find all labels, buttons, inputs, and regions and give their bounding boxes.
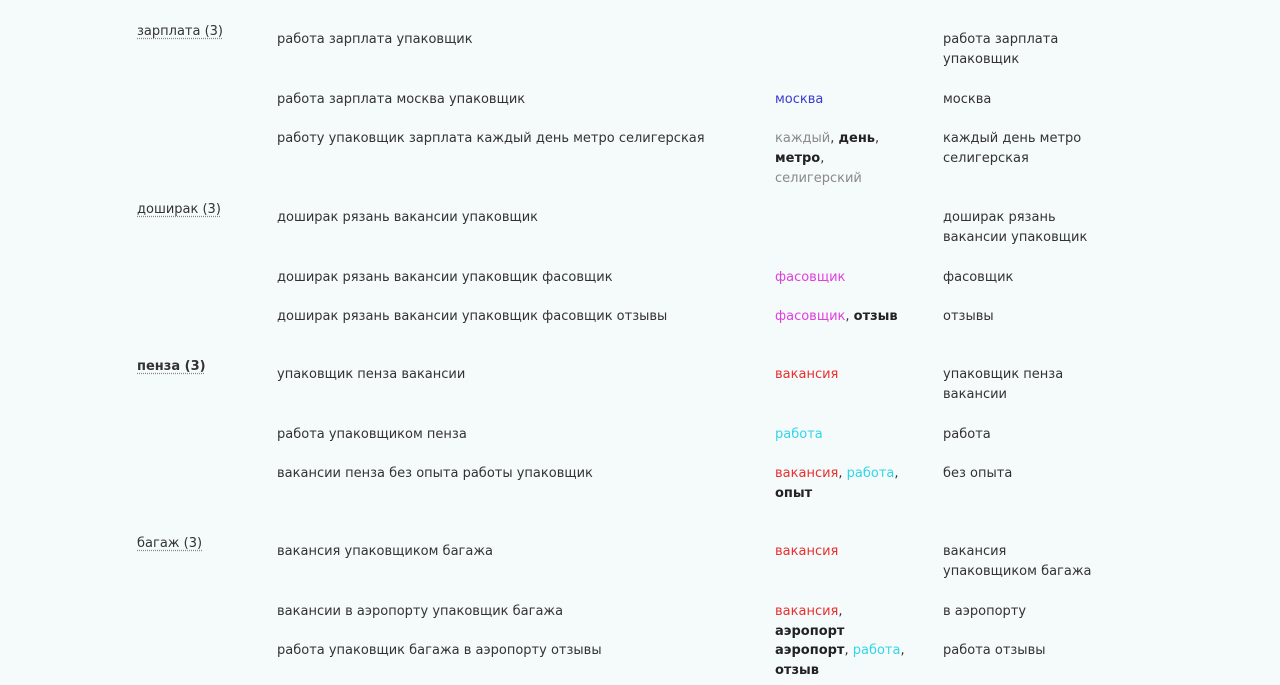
lemma-tag: москва <box>775 92 824 107</box>
lemma-tag: селигерский <box>775 171 862 186</box>
lemma-tag: фасовщик <box>775 270 846 285</box>
lemma-tag: отзыв <box>775 663 820 678</box>
lemma-tags <box>775 464 915 504</box>
keyword-tail: работа отзывы <box>943 643 1046 658</box>
keyword-tail: работа <box>943 427 991 442</box>
keyword-phrase: вакансии в аэропорту упаковщик багажа <box>277 604 564 619</box>
lemma-tag: вакансия <box>775 466 839 481</box>
lemma-tags <box>775 90 915 110</box>
lemma-tag: аэропорт <box>775 643 845 658</box>
keyword-tail: москва <box>943 92 992 107</box>
keyword-phrase: доширак рязань вакансии упаковщик фасовщик отзывы <box>277 309 668 324</box>
lemma-tags <box>775 602 915 642</box>
group-label-link[interactable]: багаж (3) <box>137 536 203 551</box>
keyword-tail: упаковщик пенза вакансии <box>943 367 1064 402</box>
lemma-tag: фасовщик <box>775 309 846 324</box>
lemma-tag: вакансия <box>775 604 839 619</box>
lemma-tags <box>775 542 915 562</box>
keyword-tail: отзывы <box>943 309 994 324</box>
keyword-phrase: вакансии пенза без опыта работы упаковщик <box>277 466 593 481</box>
tag-separator: , <box>820 151 825 166</box>
lemma-tags <box>775 129 915 189</box>
keyword-tail: вакансия упаковщиком багажа <box>943 544 1092 579</box>
tag-separator: , <box>900 643 905 658</box>
tag-separator: , <box>845 309 854 324</box>
keyword-phrase: работа зарплата москва упаковщик <box>277 92 526 107</box>
keyword-phrase: доширак рязань вакансии упаковщик фасовщик <box>277 270 613 285</box>
lemma-tag: вакансия <box>775 544 839 559</box>
lemma-tags <box>775 307 915 327</box>
keyword-phrase: работа упаковщик багажа в аэропорту отзывы <box>277 643 602 658</box>
tag-separator: , <box>838 466 847 481</box>
group-label-link[interactable]: зарплата (3) <box>137 24 223 39</box>
keyword-tail: доширак рязань вакансии упаковщик <box>943 210 1088 245</box>
keyword-tail: работа зарплата упаковщик <box>943 32 1059 67</box>
keyword-phrase: упаковщик пенза вакансии <box>277 367 466 382</box>
lemma-tag: опыт <box>775 486 813 501</box>
keyword-phrase: работу упаковщик зарплата каждый день метро селигерская <box>277 131 705 146</box>
keyword-phrase: вакансия упаковщиком багажа <box>277 544 494 559</box>
lemma-tags <box>775 268 915 288</box>
lemma-tag: вакансия <box>775 367 839 382</box>
lemma-tags <box>775 365 915 385</box>
lemma-tag: метро <box>775 151 821 166</box>
lemma-tag: работа <box>852 643 901 658</box>
tag-separator: , <box>838 604 843 619</box>
keyword-tail: фасовщик <box>943 270 1014 285</box>
group-label-link[interactable]: доширак (3) <box>137 202 221 217</box>
keyword-phrase: работа зарплата упаковщик <box>277 32 473 47</box>
tag-separator: , <box>894 466 899 481</box>
group-label-link[interactable]: пенза (3) <box>137 359 206 374</box>
lemma-tag: каждый <box>775 131 831 146</box>
lemma-tags <box>775 641 915 681</box>
lemma-tags <box>775 425 915 445</box>
lemma-tag: работа <box>846 466 895 481</box>
keyword-phrase: работа упаковщиком пенза <box>277 427 467 442</box>
tag-separator: , <box>844 643 853 658</box>
keyword-tail: в аэропорту <box>943 604 1027 619</box>
keyword-phrase: доширак рязань вакансии упаковщик <box>277 210 539 225</box>
tag-separator: , <box>830 131 839 146</box>
tag-separator: , <box>875 131 880 146</box>
keyword-tail: каждый день метро селигерская <box>943 131 1082 166</box>
lemma-tag: аэропорт <box>775 624 845 639</box>
keyword-tail: без опыта <box>943 466 1013 481</box>
lemma-tag: отзыв <box>853 309 898 324</box>
lemma-tag: работа <box>775 427 823 442</box>
lemma-tag: день <box>838 131 876 146</box>
